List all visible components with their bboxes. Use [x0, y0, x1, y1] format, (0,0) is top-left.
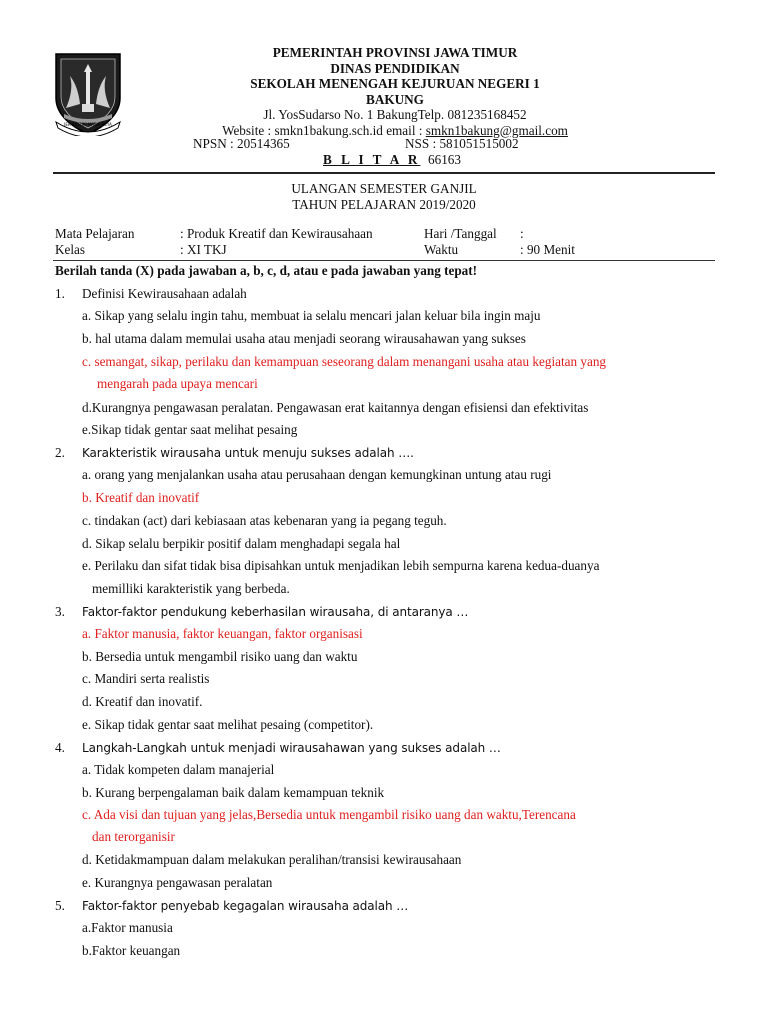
time-value: : 90 Menit [520, 242, 575, 257]
q1-option-c-cont: mengarah pada upaya mencari [97, 376, 258, 391]
class-label: Kelas [55, 242, 86, 257]
q3-text: Faktor-faktor pendukung keberhasilan wirausaha, di antaranya … [82, 605, 469, 619]
q4-text: Langkah-Langkah untuk menjadi wirausahawan yang sukses adalah … [82, 741, 501, 755]
q2-number: 2. [55, 445, 65, 460]
q4-number: 4. [55, 740, 65, 755]
q2-option-c: c. tindakan (act) dari kebiasaan atas kebenaran yang ia pegang teguh. [82, 513, 447, 528]
q2-option-d: d. Sikap selalu berpikir positif dalam menghadapi segala hal [82, 536, 401, 551]
instruction: Berilah tanda (X) pada jawaban a, b, c, d, atau e pada jawaban yang tepat! [55, 263, 478, 278]
header-address: Jl. YosSudarso No. 1 BakungTelp. 081235168452 [263, 107, 527, 122]
q1-option-d: d.Kurangnya pengawasan peralatan. Pengawasan erat kaitannya dengan efisiensi dan efektivitas [82, 400, 589, 415]
header-dept: DINAS PENDIDIKAN [330, 60, 460, 76]
q3-number: 3. [55, 604, 65, 619]
q4-option-c-answer: c. Ada visi dan tujuan yang jelas,Bersedia untuk mengambil risiko uang dan waktu,Terencana [82, 807, 576, 822]
header-website: Website : smkn1bakung.sch.id email : [222, 122, 426, 138]
header-postcode: 66163 [428, 152, 461, 167]
q1-option-b: b. hal utama dalam memulai usaha atau menjadi seorang wirausahawan yang sukses [82, 331, 526, 346]
q1-option-e: e.Sikap tidak gentar saat melihat pesaing [82, 422, 298, 437]
q3-option-d: d. Kreatif dan inovatif. [82, 694, 203, 709]
day-label: Hari /Tanggal [424, 226, 497, 241]
header-city: B L I T A R [323, 152, 421, 167]
q2-option-e: e. Perilaku dan sifat tidak bisa dipisahkan untuk menjadikan lebih sempurna karena kedua-duanya [82, 558, 600, 573]
exam-year: TAHUN PELAJARAN 2019/2020 [292, 197, 476, 212]
q2-text: Karakteristik wirausaha untuk menuju sukses adalah …. [82, 446, 414, 460]
exam-title: ULANGAN SEMESTER GANJIL [291, 181, 477, 196]
header-nss: NSS : 581051515002 [405, 136, 519, 151]
q3-option-b: b. Bersedia untuk mengambil risiko uang dan waktu [82, 649, 358, 664]
q5-option-b: b.Faktor keuangan [82, 943, 181, 958]
day-value: : [520, 226, 524, 241]
subject-value: : Produk Kreatif dan Kewirausahaan [180, 226, 373, 241]
header-npsn: NPSN : 20514365 [193, 136, 290, 151]
q1-option-c-answer: c. semangat, sikap, perilaku dan kemampuan seseorang dalam menangani usaha atau kegiatan yang [82, 354, 607, 369]
subject-label: Mata Pelajaran [55, 226, 135, 241]
q1-text: Definisi Kewirausahaan adalah [82, 286, 247, 301]
header-email-link[interactable]: smkn1bakung@gmail.com [425, 122, 568, 138]
q4-option-e: e. Kurangnya pengawasan peralatan [82, 875, 273, 890]
q3-option-a-answer: a. Faktor manusia, faktor keuangan, faktor organisasi [82, 626, 363, 641]
class-value: : XI TKJ [180, 242, 227, 257]
header-school-city: BAKUNG [366, 91, 424, 107]
q4-option-d: d. Ketidakmampuan dalam melakukan peralihan/transisi kewirausahaan [82, 852, 462, 867]
q1-option-a: a. Sikap yang selalu ingin tahu, membuat ia selalu mencari jalan keluar bila ingin maju [82, 308, 541, 323]
q2-option-b-answer: b. Kreatif dan inovatif [82, 490, 200, 505]
q3-option-c: c. Mandiri serta realistis [82, 671, 210, 686]
q5-number: 5. [55, 898, 65, 913]
q2-option-e-cont: memilliki karakteristik yang berbeda. [92, 581, 290, 596]
q1-number: 1. [55, 286, 65, 301]
time-label: Waktu [424, 242, 459, 257]
q4-option-b: b. Kurang berpengalaman baik dalam kemampuan teknik [82, 785, 385, 800]
q5-option-a: a.Faktor manusia [82, 920, 173, 935]
logo-motto: JER BASUKI MAWA BEYA [64, 122, 112, 127]
header-divider [53, 172, 715, 174]
header-school: SEKOLAH MENENGAH KEJURUAN NEGERI 1 [250, 76, 540, 91]
info-divider [53, 260, 715, 261]
header-gov: PEMERINTAH PROVINSI JAWA TIMUR [272, 45, 518, 60]
q2-option-a: a. orang yang menjalankan usaha atau perusahaan dengan kemungkinan untung atau rugi [82, 467, 552, 482]
q5-text: Faktor-faktor penyebab kegagalan wirausaha adalah … [82, 899, 409, 913]
q4-option-c-cont: dan terorganisir [92, 829, 175, 844]
q4-option-a: a. Tidak kompeten dalam manajerial [82, 762, 275, 777]
q3-option-e: e. Sikap tidak gentar saat melihat pesaing (competitor). [82, 717, 374, 732]
